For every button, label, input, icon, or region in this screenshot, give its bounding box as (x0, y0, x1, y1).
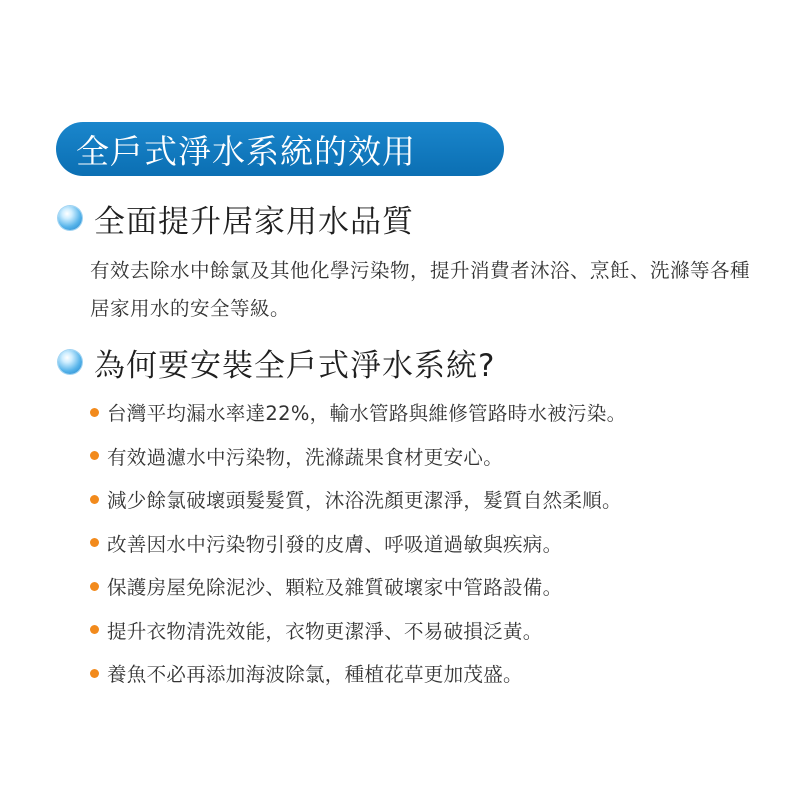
section-home-water-quality (58, 196, 758, 328)
bullet-dot-icon (90, 582, 99, 591)
list-item (90, 653, 758, 693)
bullet-dot-icon (90, 495, 99, 504)
list-item (90, 523, 758, 563)
page-title: 全戶式淨水系統的效用 (76, 131, 416, 171)
bullet-dot-icon (90, 538, 99, 547)
bubble-icon (58, 350, 82, 374)
bullet-dot-icon (90, 669, 99, 678)
section-title: 全面提升居家用水品質 (94, 203, 414, 240)
title-banner (56, 122, 504, 176)
bullet-dot-icon (90, 408, 99, 417)
bullet-dot-icon (90, 451, 99, 460)
list-item-text: 養魚不必再添加海波除氯，種植花草更加茂盛。 (107, 663, 523, 686)
section-heading (58, 196, 758, 240)
section-why-install (58, 340, 758, 697)
section-heading (58, 340, 758, 384)
list-item-text: 減少餘氯破壞頭髮髮質，沐浴洗顏更潔淨，髮質自然柔順。 (107, 489, 622, 512)
list-item (90, 479, 758, 519)
section-description: 有效去除水中餘氯及其他化學污染物，提升消費者沐浴、烹飪、洗滌等各種居家用水的安全等級。 (90, 259, 751, 320)
list-item-text: 台灣平均漏水率達22%，輸水管路與維修管路時水被污染。 (107, 402, 627, 425)
list-item (90, 566, 758, 606)
list-item-text: 提升衣物清洗效能，衣物更潔淨、不易破損泛黃。 (107, 619, 543, 643)
list-item-text: 有效過濾水中污染物，洗滌蔬果食材更安心。 (107, 445, 504, 469)
benefit-list (90, 392, 758, 693)
list-item-text: 改善因水中污染物引發的皮膚、呼吸道過敏與疾病。 (107, 532, 563, 556)
list-item (90, 436, 758, 476)
bullet-dot-icon (90, 625, 99, 634)
list-item (90, 610, 758, 650)
bubble-icon (58, 206, 82, 230)
section-title: 為何要安裝全戶式淨水系統? (94, 347, 496, 384)
list-item-text: 保護房屋免除泥沙、顆粒及雜質破壞家中管路設備。 (107, 576, 563, 599)
list-item (90, 392, 758, 432)
